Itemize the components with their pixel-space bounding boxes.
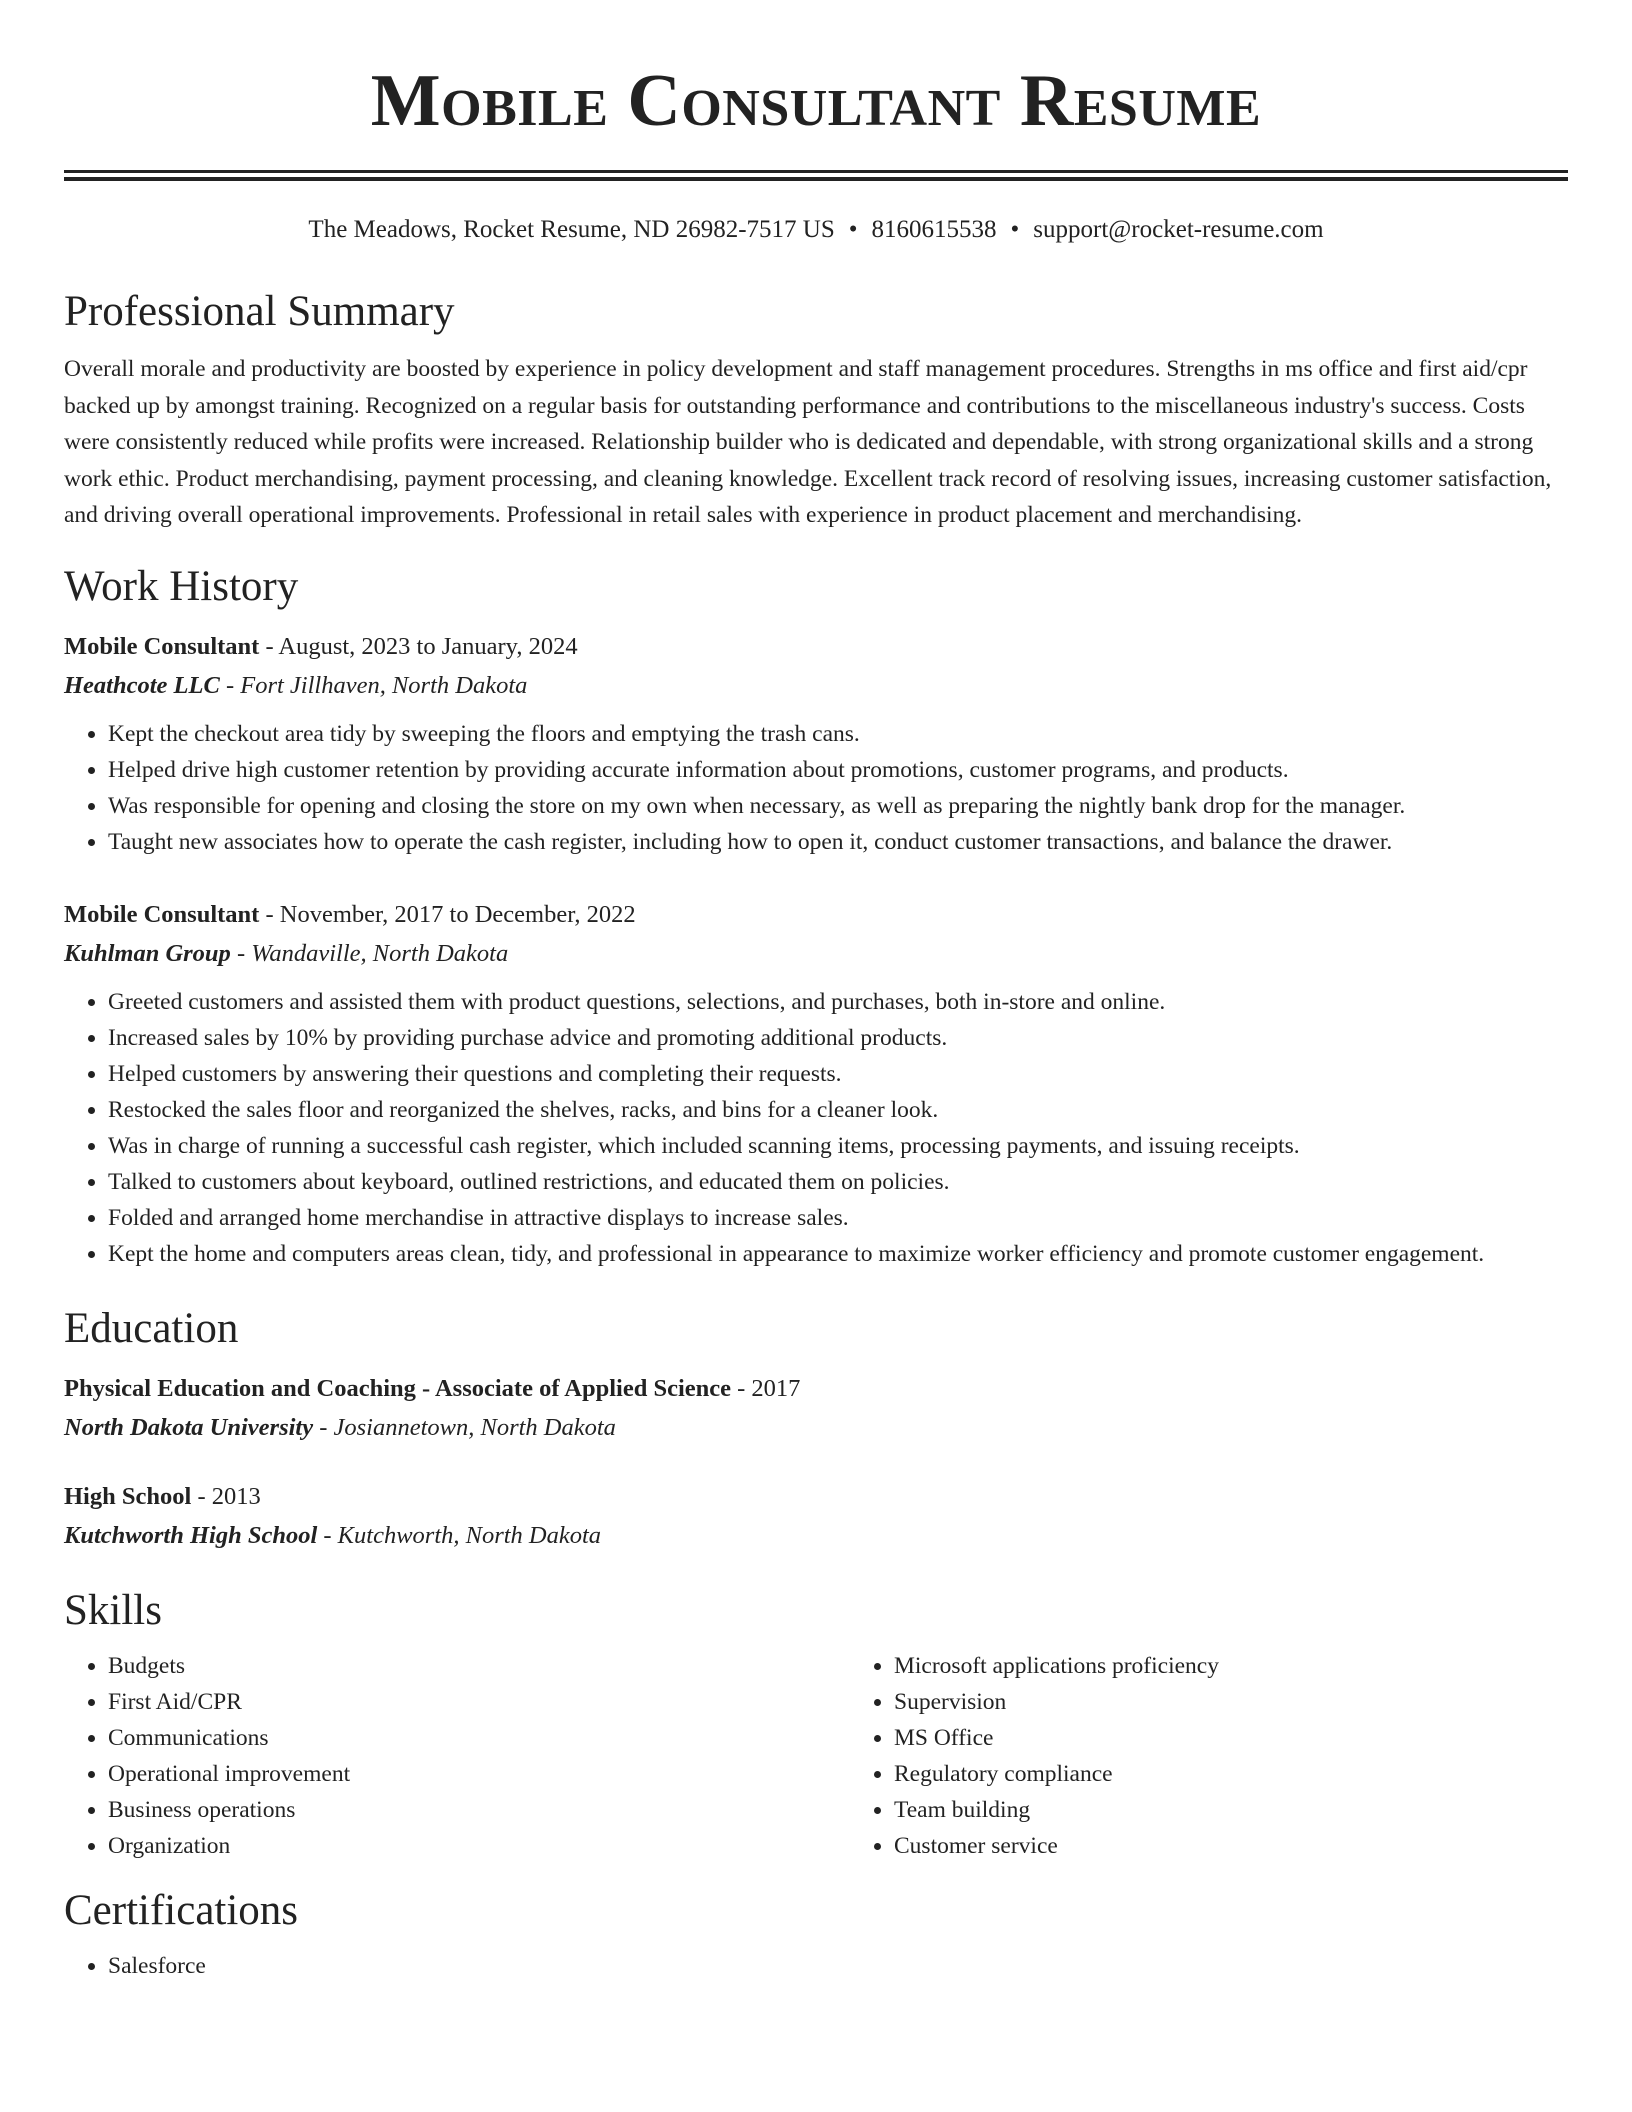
job-title: Mobile Consultant (64, 632, 260, 660)
job-title-line (64, 628, 1568, 666)
education-entry (64, 1478, 1568, 1556)
summary-heading: Professional Summary (64, 288, 455, 335)
contact-line (64, 213, 1568, 247)
school-line (64, 1408, 1568, 1448)
skill-item: • Communications (108, 1720, 850, 1756)
certifications-list (64, 1948, 1568, 1984)
education-heading: Education (64, 1304, 239, 1352)
skill-item: • First Aid/CPR (108, 1684, 850, 1720)
degree: Physical Education and Coaching - Associate of Applied Science (64, 1374, 732, 1402)
degree: High School (64, 1482, 192, 1510)
job-entry (64, 628, 1568, 860)
skill-item: • Customer service (894, 1828, 1568, 1864)
education-entry (64, 1370, 1568, 1448)
job-title: Mobile Consultant (64, 900, 260, 928)
job-location: - Wandaville, North Dakota (230, 939, 509, 967)
skill-item: • Budgets (108, 1648, 850, 1684)
summary-text: Overall morale and productivity are boosted by experience in policy development and staff management procedures. Strengths in ms office and first aid/cpr backed up by amongst training. Recognized on a regular basis for outstanding performance and contributions to the miscellaneous industry's success. Costs were consistently reduced while profits were increased. Relationship builder who is dedicated and dependable, with strong organizational skills and a strong work ethic. Product merchandising, payment processing, and cleaning knowledge. Excellent track record of resolving issues, increasing customer satisfaction, and driving overall operational improvements. Professional in retail sales with experience in product placement and merchandising. (64, 356, 1552, 529)
work-history-section (64, 560, 1568, 1272)
job-dates: - August, 2023 to January, 2024 (259, 632, 578, 660)
skills-list-left (64, 1648, 850, 1864)
job-bullet: • Kept the home and computers areas clean, tidy, and professional in appearance to maximize worker efficiency and promote customer engagement. (108, 1236, 1568, 1272)
job-bullet: • Helped customers by answering their questions and completing their requests. (108, 1056, 1568, 1092)
certification-item: • Salesforce (108, 1948, 1568, 1984)
graduation-year: - 2013 (191, 1482, 261, 1510)
job-company: Kuhlman Group (64, 939, 231, 967)
contact-phone: 8160615538 (871, 216, 997, 243)
job-company: Heathcote LLC (64, 671, 220, 699)
degree-line (64, 1478, 1568, 1516)
education-section (64, 1302, 1568, 1556)
school-line (64, 1516, 1568, 1556)
skill-item: • MS Office (894, 1720, 1568, 1756)
graduation-year: - 2017 (731, 1374, 801, 1402)
job-company-line (64, 666, 1568, 706)
skill-item: • Business operations (108, 1792, 850, 1828)
school-location: - Kutchworth, North Dakota (317, 1521, 602, 1549)
degree-line (64, 1370, 1568, 1408)
job-bullet: • Helped drive high customer retention by providing accurate information about promotions, customer programs, and products. (108, 752, 1568, 788)
skill-item: • Regulatory compliance (894, 1756, 1568, 1792)
job-dates: - November, 2017 to December, 2022 (259, 900, 636, 928)
skill-item: • Microsoft applications proficiency (894, 1648, 1568, 1684)
school-name: Kutchworth High School (64, 1521, 318, 1549)
work-history-heading: Work History (64, 562, 299, 610)
job-bullet: • Was in charge of running a successful cash register, which included scanning items, processing payments, and issuing receipts. (108, 1128, 1568, 1164)
job-bullet: • Folded and arranged home merchandise in attractive displays to increase sales. (108, 1200, 1568, 1236)
skills-heading: Skills (64, 1586, 162, 1634)
job-bullet: • Was responsible for opening and closing the store on my own when necessary, as well as preparing the nightly bank drop for the manager. (108, 788, 1568, 824)
certifications-section (64, 1884, 1568, 1984)
job-bullet: • Kept the checkout area tidy by sweeping the floors and emptying the trash cans. (108, 716, 1568, 752)
contact-separator: • (848, 216, 858, 243)
skills-section (64, 1584, 1568, 1864)
skills-grid (64, 1648, 1568, 1864)
resume-title: Mobile Consultant Resume (370, 60, 1262, 142)
job-title-line (64, 896, 1568, 934)
contact-separator: • (1010, 216, 1020, 243)
contact-address: The Meadows, Rocket Resume, ND 26982-7517 US (308, 216, 835, 243)
skill-item: • Operational improvement (108, 1756, 850, 1792)
job-bullet: • Talked to customers about keyboard, outlined restrictions, and educated them on policies. (108, 1164, 1568, 1200)
skill-item: • Team building (894, 1792, 1568, 1828)
skill-item: • Supervision (894, 1684, 1568, 1720)
school-location: - Josiannetown, North Dakota (313, 1413, 616, 1441)
school-name: North Dakota University (64, 1413, 314, 1441)
skill-item: • Organization (108, 1828, 850, 1864)
certifications-heading: Certifications (64, 1886, 299, 1934)
job-bullet: • Taught new associates how to operate the cash register, including how to open it, conduct customer transactions, and balance the drawer. (108, 824, 1568, 860)
job-bullet: • Increased sales by 10% by providing purchase advice and promoting additional products. (108, 1020, 1568, 1056)
contact-email: support@rocket-resume.com (1033, 216, 1324, 243)
job-bullet: • Restocked the sales floor and reorganized the shelves, racks, and bins for a cleaner look. (108, 1092, 1568, 1128)
job-bullets (64, 984, 1568, 1272)
job-company-line (64, 934, 1568, 974)
job-bullets (64, 716, 1568, 860)
skills-list-right (850, 1648, 1568, 1864)
title-divider (64, 170, 1568, 181)
job-location: - Fort Jillhaven, North Dakota (219, 671, 528, 699)
job-bullet: • Greeted customers and assisted them with product questions, selections, and purchases, both in-store and online. (108, 984, 1568, 1020)
summary-section (64, 285, 1568, 534)
job-entry (64, 896, 1568, 1272)
